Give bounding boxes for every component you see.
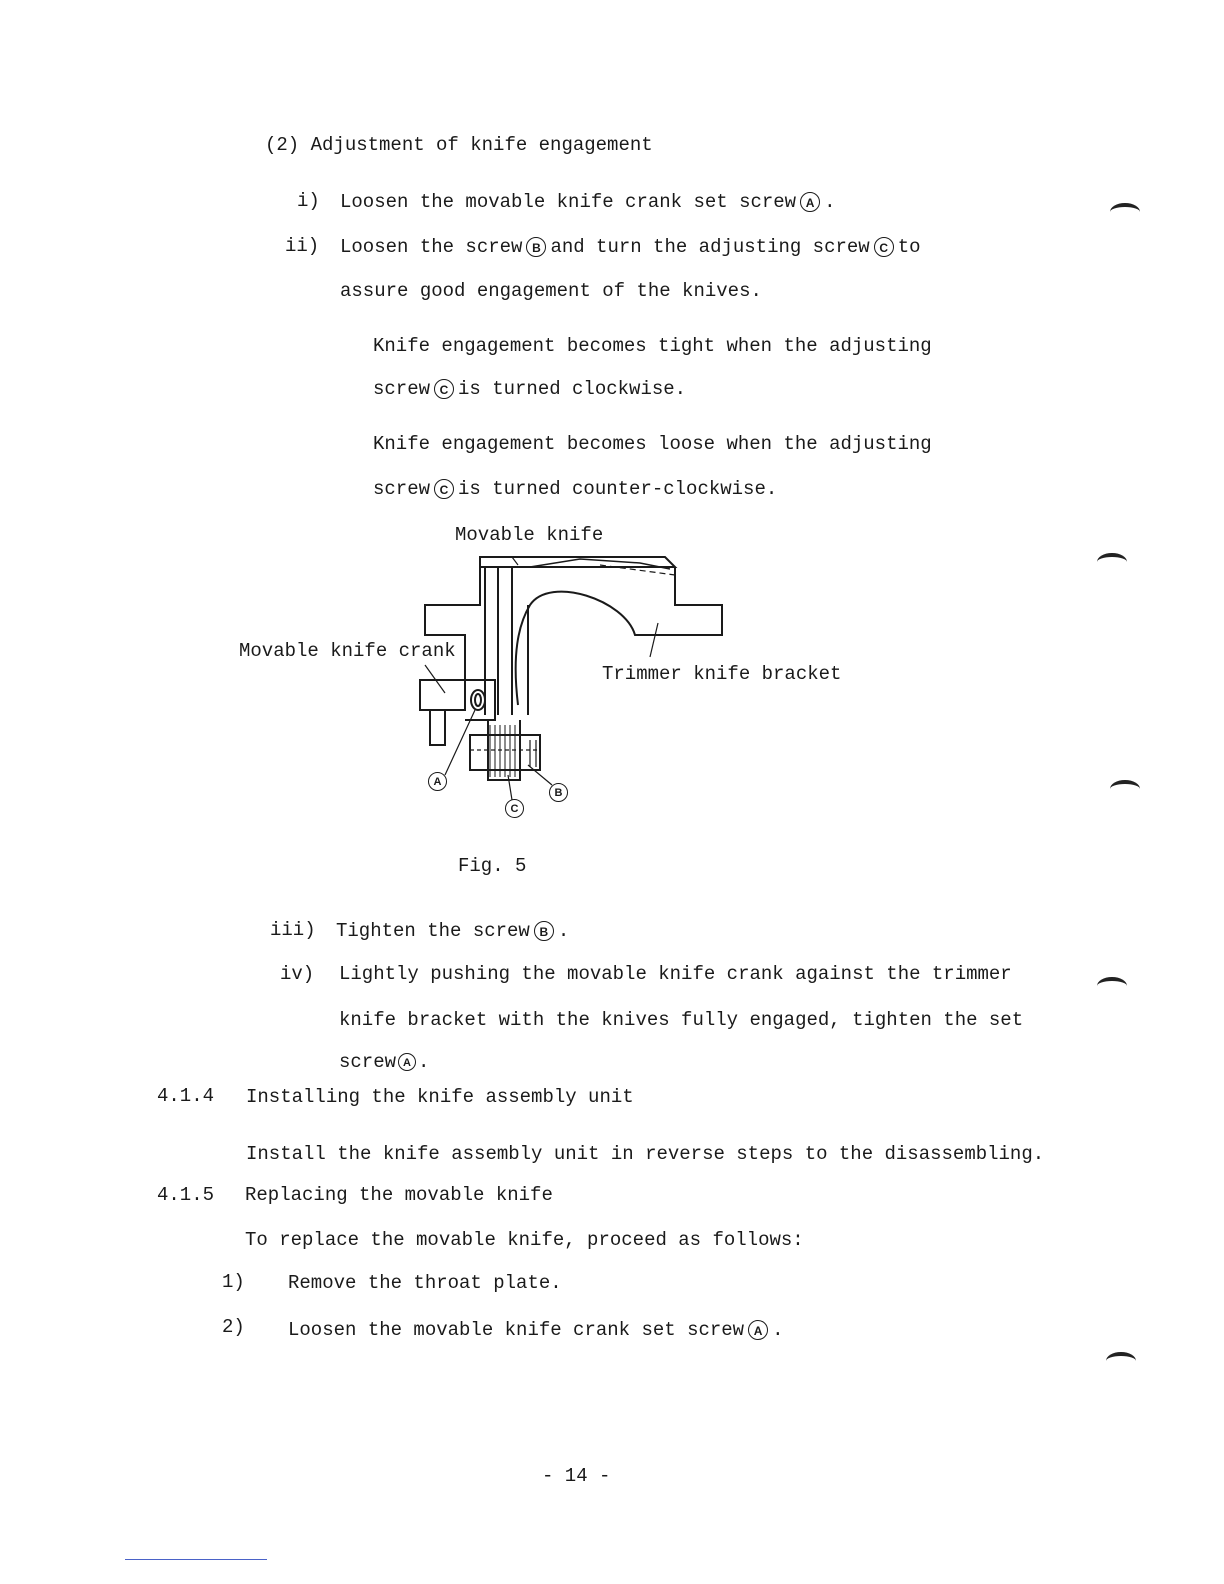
screw-a-symbol: A [748,1320,768,1340]
note-tight-line2: screw C is turned clockwise. [373,378,687,401]
step-iv-line3: screw A . [339,1051,430,1074]
screw-c-symbol: C [434,379,454,399]
step-2-text: Loosen the movable knife crank set screw A . [288,1319,784,1342]
screw-b-symbol: B [526,237,546,257]
screw-c-symbol: C [434,479,454,499]
screw-a-symbol: A [398,1053,416,1071]
step-iv-number: iv) [280,963,315,985]
step-1-text: Remove the throat plate. [288,1272,562,1294]
page-number: - 14 - [542,1465,611,1487]
label-movable-knife-crank: Movable knife crank [239,640,456,662]
note-tight-line1: Knife engagement becomes tight when the adjusting [373,335,932,357]
section-414-body: Install the knife assembly unit in reverse steps to the disassembling. [246,1143,1045,1165]
binder-mark [1110,203,1140,221]
step-ii-line2: assure good engagement of the knives. [340,280,762,302]
footer-rule [125,1559,267,1560]
section-415-intro: To replace the movable knife, proceed as follows: [245,1229,804,1251]
step-iii-text: Tighten the screw B . [336,920,570,943]
section-414-title: Installing the knife assembly unit [246,1086,634,1108]
knife-assembly-diagram [400,545,740,835]
step-iv-line1: Lightly pushing the movable knife crank against the trimmer [339,963,1012,985]
binder-mark [1097,977,1127,995]
section-415-number: 4.1.5 [157,1184,215,1206]
note-loose-line2: screw C is turned counter-clockwise. [373,478,778,501]
step-1-number: 1) [222,1271,245,1293]
note-loose-line1: Knife engagement becomes loose when the adjusting [373,433,932,455]
screw-c-symbol: C [874,237,894,257]
section-415-title: Replacing the movable knife [245,1184,553,1206]
step-iii-number: iii) [270,919,316,941]
binder-mark [1106,1352,1136,1370]
binder-mark [1110,780,1140,798]
callout-c: C [505,799,524,818]
callout-b: B [549,783,568,802]
label-movable-knife: Movable knife [455,524,604,546]
callout-a: A [428,772,447,791]
label-trimmer-knife-bracket: Trimmer knife bracket [602,663,842,685]
step-i-number: i) [297,190,320,212]
screw-a-symbol: A [800,192,820,212]
step-ii-number: ii) [285,235,320,257]
section-heading: (2) Adjustment of knife engagement [265,134,653,156]
section-414-number: 4.1.4 [157,1085,215,1107]
step-iv-line2: knife bracket with the knives fully engaged, tighten the set [339,1009,1024,1031]
binder-mark [1097,553,1127,571]
step-ii-text: Loosen the screw B and turn the adjusting screw C to [340,236,921,259]
screw-b-symbol: B [534,921,554,941]
figure-caption: Fig. 5 [458,855,527,877]
step-2-number: 2) [222,1316,245,1338]
step-i-text: Loosen the movable knife crank set screw A . [340,191,836,214]
